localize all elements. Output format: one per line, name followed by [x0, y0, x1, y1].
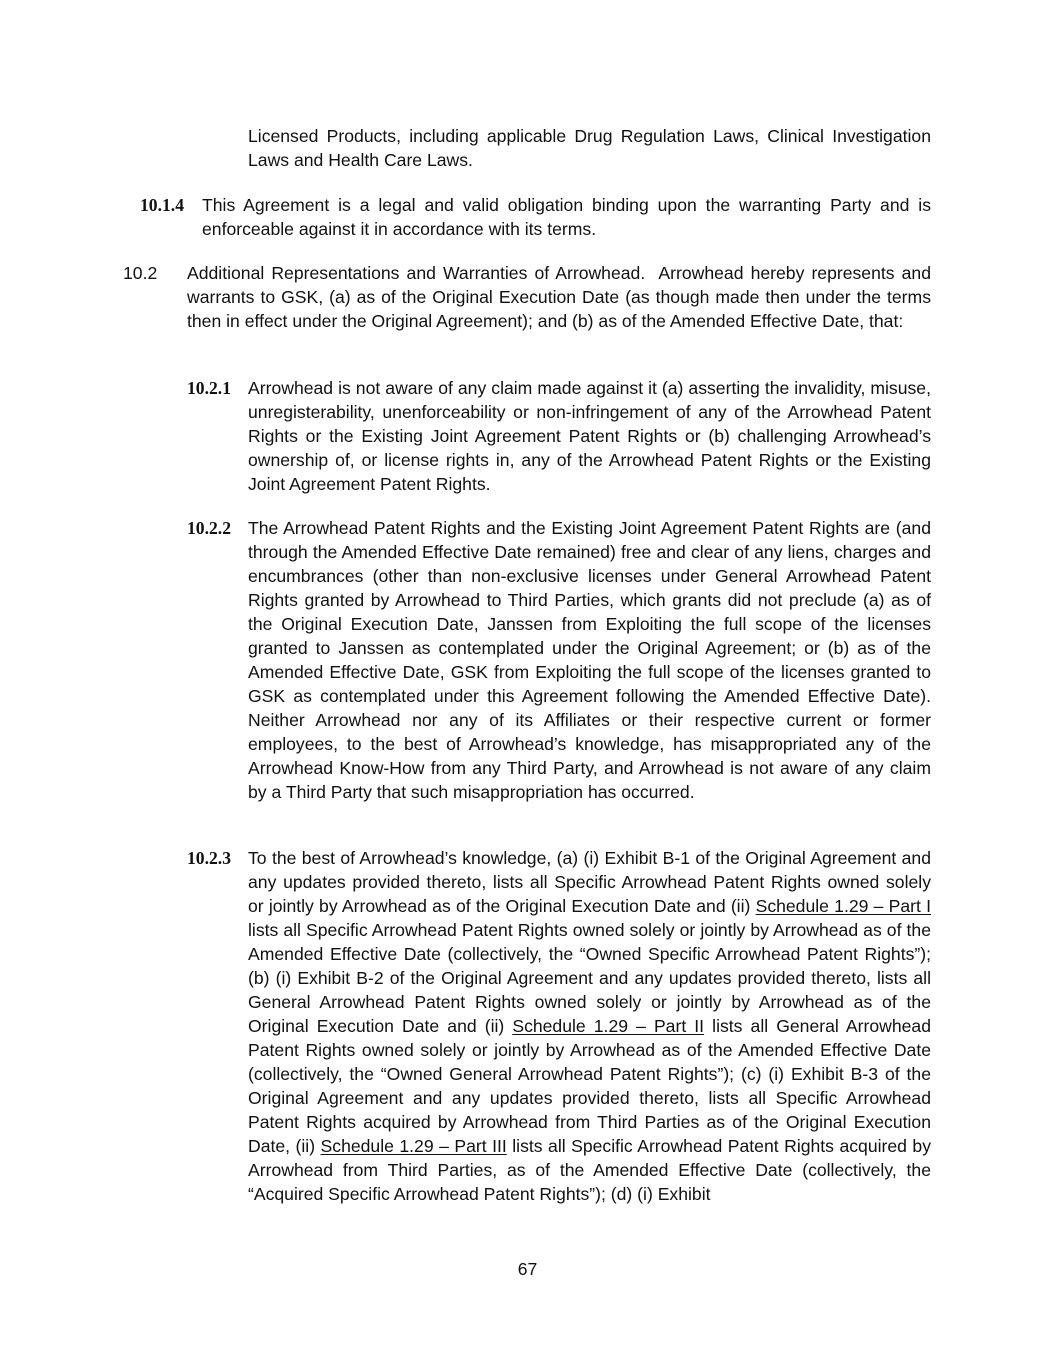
section-10-2-3-part-2: lists all Specific Arrowhead Patent Rights owned solely or jointly by Arrowhead as of the Amended Effective Date (collectively, the “Owned Specific Arrowhead Patent Rights”); (b) (i) Exhibit B-2 of the Original Agreement and any updates provided thereto, lists all General Arrowhead Patent Rights owned solely or jointly by Arrowhead as of the Original Execution Date and (ii)	[248, 920, 931, 1036]
section-10-2-3-part-4: lists all Specific Arrowhead Patent Rights acquired by Arrowhead from Third Parties, as of the Amended Effective Date (collectively, the “Acquired Specific Arrowhead Patent Rights”); (d) (i) Exhibit	[248, 1136, 931, 1204]
schedule-1-29-part-iii-ref: Schedule 1.29 – Part III	[320, 1136, 507, 1156]
section-10-2-heading: Additional Representations and Warranties of Arrowhead.	[187, 263, 646, 283]
carryover-paragraph: Licensed Products, including applicable Drug Regulation Laws, Clinical Investigation Laws and Health Care Laws.	[248, 126, 931, 170]
schedule-1-29-part-i-ref: Schedule 1.29 – Part I	[755, 896, 931, 916]
section-number-10-1-4: 10.1.4	[140, 195, 184, 215]
section-number-10-2-3: 10.2.3	[187, 848, 231, 868]
section-number-10-2: 10.2	[123, 263, 158, 283]
section-10-2-3-part-1: To the best of Arrowhead’s knowledge, (a) (i) Exhibit B-1 of the Original Agreement and any updates provided thereto, lists all Specific Arrowhead Patent Rights owned solely or jointly by Arrowhead as of the Original Execution Date and (ii)	[248, 848, 931, 916]
section-number-10-2-2: 10.2.2	[187, 518, 231, 538]
section-10-1-4-text: This Agreement is a legal and valid obligation binding upon the warranting Party and is enforceable against it in accordance with its terms.	[202, 195, 931, 239]
section-10-2-1-text: Arrowhead is not aware of any claim made against it (a) asserting the invalidity, misuse, unregisterability, unenforceability or non-infringement of any of the Arrowhead Patent Rights or the Existing Joint Agreement Patent Rights or (b) challenging Arrowhead’s ownership of, or license rights in, any of the Arrowhead Patent Rights or the Existing Joint Agreement Patent Rights.	[248, 378, 931, 494]
section-10-2-2-text: The Arrowhead Patent Rights and the Existing Joint Agreement Patent Rights are (and through the Amended Effective Date remained) free and clear of any liens, charges and encumbrances (other than non-exclusive licenses under General Arrowhead Patent Rights granted by Arrowhead to Third Parties, which grants did not preclude (a) as of the Original Execution Date, Janssen from Exploiting the full scope of the licenses granted to Janssen as contemplated under the Original Agreement; or (b) as of the Amended Effective Date, GSK from Exploiting the full scope of the licenses granted to GSK as contemplated under this Agreement following the Amended Effective Date). Neither Arrowhead nor any of its Affiliates or their respective current or former employees, to the best of Arrowhead’s knowledge, has misappropriated any of the Arrowhead Know-How from any Third Party, and Arrowhead is not aware of any claim by a Third Party that such misappropriation has occurred.	[248, 518, 931, 802]
section-10-2-paragraph	[187, 261, 931, 333]
section-10-2-3-text	[248, 846, 931, 1206]
section-number-10-2-1: 10.2.1	[187, 378, 231, 398]
section-10-2-text: Arrowhead hereby represents and warrants to GSK, (a) as of the Original Execution Date (as though made then under the terms then in effect under the Original Agreement); and (b) as of the Amended Effective Date, that:	[187, 263, 931, 331]
section-10-2-3-part-3: lists all General Arrowhead Patent Rights owned solely or jointly by Arrowhead as of the Amended Effective Date (collectively, the “Owned General Arrowhead Patent Rights”); (c) (i) Exhibit B-3 of the Original Agreement and any updates provided thereto, lists all Specific Arrowhead Patent Rights acquired by Arrowhead from Third Parties as of the Original Execution Date, (ii)	[248, 1016, 931, 1156]
schedule-1-29-part-ii-ref: Schedule 1.29 – Part II	[512, 1016, 705, 1036]
page-number: 67	[517, 1259, 538, 1279]
